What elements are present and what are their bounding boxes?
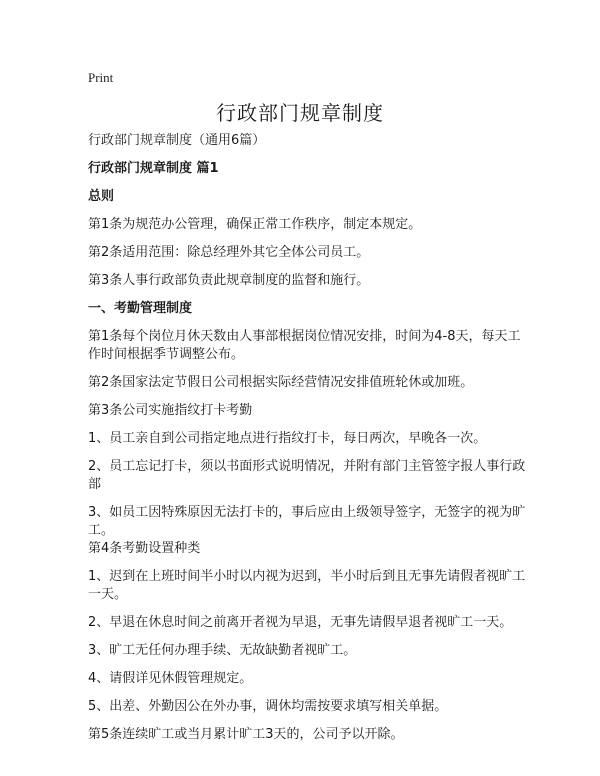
general-item-3: 第3条人事行政部负责此规章制度的监督和施行。 [88,273,370,288]
attendance-item: 第5条连续旷工或当月累计旷工3天的，公司予以开除。 [88,727,404,742]
page-title: 行政部门规章制度 [216,101,384,125]
attendance-item: 2、员工忘记打卡，须以书面形式说明情况，并附有部门主管签字报人事行政部 [88,459,526,492]
attendance-item: 第1条每个岗位月休天数由人事部根据岗位情况安排，时间为4-8天，每天工作时间根据季节调整公布。 [88,329,521,362]
general-item-1: 第1条为规范办公管理，确保正常工作秩序，制定本规定。 [88,217,422,232]
document-body [88,132,528,754]
attendance-item: 第2条国家法定节假日公司根据实际经营情况安排值班轮休或加班。 [88,375,474,390]
attendance-item: 第3条公司实施指纹打卡考勤 [88,403,253,418]
attendance-item: 2、早退在休息时间之前离开者视为早退，无事先请假早退者视旷工一天。 [88,615,513,630]
section-heading-attendance: 一、考勤管理制度 [88,301,193,316]
attendance-item: 3、如员工因特殊原因无法打卡的，事后应由上级领导签字，无签字的视为旷工。 [88,505,526,538]
attendance-item: 5、出差、外勤因公在外办事，调休均需按要求填写相关单据。 [88,699,448,714]
attendance-item: 4、请假详见休假管理规定。 [88,671,253,686]
attendance-item: 3、旷工无任何办理手续、无故缺勤者视旷工。 [88,643,357,658]
attendance-item: 1、员工亲自到公司指定地点进行指纹打卡，每日两次，早晚各一次。 [88,431,487,446]
article-heading: 行政部门规章制度 篇1 [88,161,219,176]
document-subtitle: 行政部门规章制度（通用6篇） [88,133,266,148]
general-item-2: 第2条适用范围：除总经理外其它全体公司员工。 [88,245,370,260]
print-link[interactable]: Print [88,70,114,85]
section-heading-general: 总则 [88,189,115,204]
attendance-item: 第4条考勤设置种类 [88,541,201,556]
attendance-item: 1、迟到在上班时间半小时以内视为迟到，半小时后到且无事先请假者视旷工一天。 [88,569,526,602]
